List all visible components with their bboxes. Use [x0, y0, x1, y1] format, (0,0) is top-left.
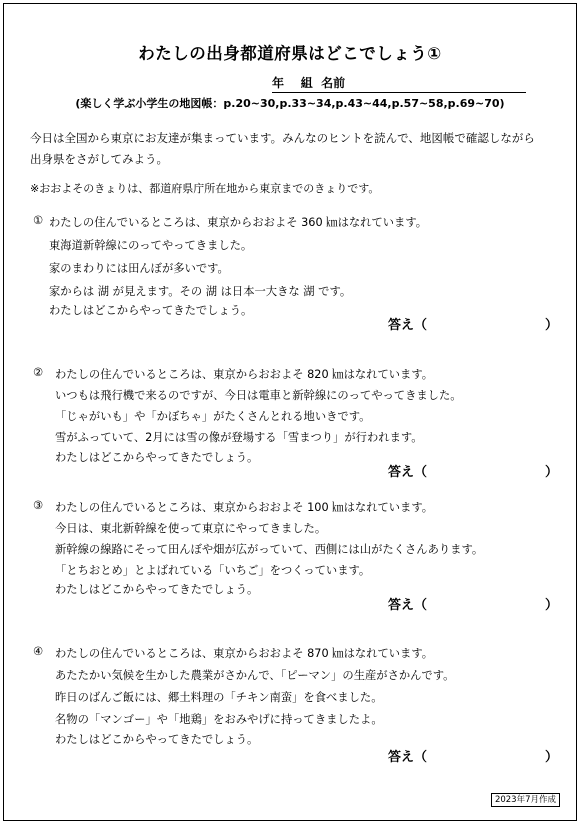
intro-line: 今日は全国から東京にお友達が集まっています。みんなのヒントを読んで、地図帳で確認しながら [30, 131, 535, 145]
worksheet-title: わたしの出身都道府県はどこでしょう① [138, 44, 442, 63]
answer-close: ） [544, 318, 558, 333]
question-line: わたしはどこからやってきたでしょう。 [55, 733, 259, 746]
answer-close: ） [544, 750, 558, 765]
question-line: 家のまわりには田んぼが多いです。 [49, 262, 229, 275]
name-field-row: 年 組 名前 [272, 74, 526, 93]
answer-close: ） [544, 465, 558, 480]
creation-date-stamp: 2023年7月作成 [491, 793, 560, 807]
question-line: わたしはどこからやってきたでしょう。 [55, 583, 259, 596]
question-line: わたしの住んでいるところは、東京からおおよそ 360 ㎞はなれています。 [49, 216, 428, 229]
intro-text [30, 128, 560, 170]
question-line: 今日は、東北新幹線を使って東京にやってきました。 [55, 522, 327, 535]
answer-close: ） [544, 598, 558, 613]
question-line: 東海道新幹線にのってやってきました。 [49, 239, 253, 252]
question-number: ④ [33, 645, 44, 658]
intro-line: 出身県をさがしてみよう。 [30, 152, 168, 166]
atlas-page-reference: (楽しく学ぶ小学生の地図帳：p.20~30,p.33~34,p.43~44,p.57~58,p.69~70) [75, 97, 505, 110]
question-line: いつもは飛行機で来るのですが、今日は電車と新幹線にのってやってきました。 [55, 389, 462, 402]
question-line: 「とちおとめ」とよばれている「いちご」をつくっています。 [55, 564, 371, 577]
question-line: 新幹線の線路にそって田んぼや畑が広がっていて、西側には山がたくさんあります。 [55, 543, 484, 556]
answer-label: 答え（ [388, 465, 428, 480]
answer-label: 答え（ [388, 750, 428, 765]
question-line: わたしの住んでいるところは、東京からおおよそ 820 ㎞はなれています。 [55, 368, 434, 381]
answer-label: 答え（ [388, 598, 428, 613]
question-line: あたたかい気候を生かした農業がさかんで、「ピーマン」の生産がさかんです。 [55, 669, 455, 682]
question-number: ① [33, 214, 44, 227]
question-line: 名物の「マンゴー」や「地鶏」をおみやげに持ってきましたよ。 [55, 713, 383, 726]
question-line: わたしの住んでいるところは、東京からおおよそ 100 ㎞はなれています。 [55, 501, 434, 514]
question-number: ② [33, 366, 44, 379]
question-line: 雪がふっていて、2月には雪の像が登場する「雪まつり」が行われます。 [55, 431, 423, 444]
question-line: 「じゃがいも」や「かぼちゃ」がたくさんとれる地いきです。 [55, 410, 371, 423]
question-line: わたしはどこからやってきたでしょう。 [49, 304, 253, 317]
question-number: ③ [33, 499, 44, 512]
distance-note: ※おおよそのきょりは、都道府県庁所在地から東京までのきょりです。 [30, 182, 380, 195]
question-line: わたしはどこからやってきたでしょう。 [55, 451, 259, 464]
question-line: わたしの住んでいるところは、東京からおおよそ 870 ㎞はなれています。 [55, 647, 434, 660]
question-line: 昨日のばんご飯には、郷土料理の「チキン南蛮」を食べました。 [55, 691, 383, 704]
question-line: 家からは 湖 が見えます。その 湖 は日本一大きな 湖 です。 [49, 285, 352, 298]
answer-label: 答え（ [388, 318, 428, 333]
worksheet-page [3, 3, 577, 821]
